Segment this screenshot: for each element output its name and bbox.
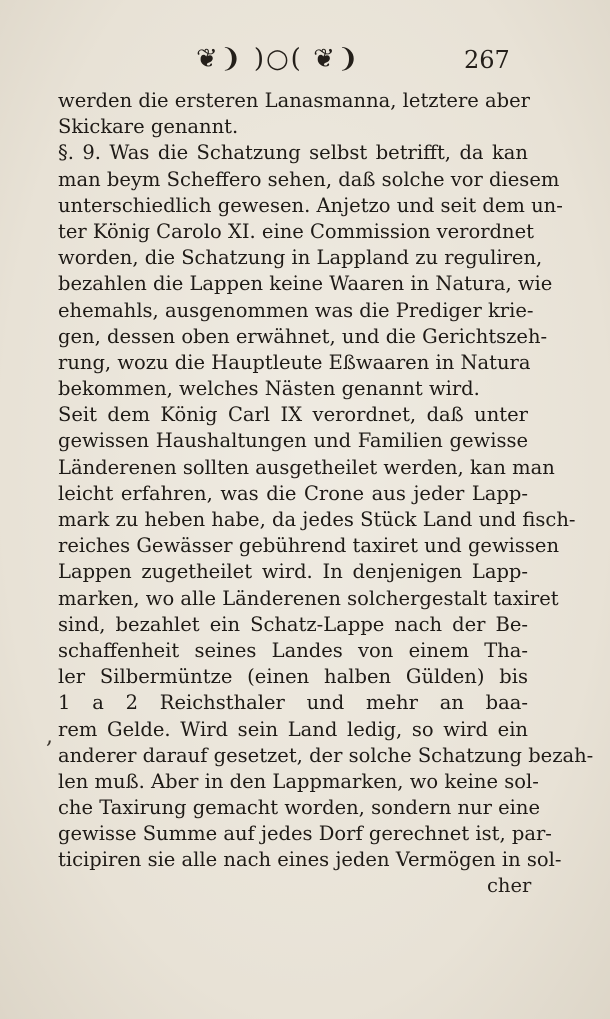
text-line: werden die ersteren Lanasmanna, letztere aber (58, 89, 530, 112)
text-line: sind, bezahlet ein Schatz-Lappe nach der Be- (58, 612, 528, 636)
text-line: Seit dem König Carl IX verordnet, daß unter (58, 403, 528, 427)
text-line: ehemahls, ausgenommen was die Prediger krie- (58, 298, 534, 322)
text-line: marken, wo alle Länderenen solchergestalt taxiret (58, 586, 559, 610)
text-line: che Taxirung gemacht worden, sondern nur eine (58, 796, 540, 820)
text-line: unterschiedlich gewesen. Anjetzo und seit dem un- (58, 193, 563, 217)
text-line: gen, dessen oben erwähnet, und die Gerichtszeh- (58, 324, 548, 348)
body-text (58, 88, 594, 874)
text-line: rung, wozu die Hauptleute Eßwaaren in Natura (58, 350, 531, 374)
text-line: man beym Scheffero sehen, daß solche vor diesem (58, 167, 560, 191)
text-line: Lappen zugetheilet wird. In denjenigen Lapp- (58, 560, 528, 584)
text-line: leicht erfahren, was die Crone aus jeder Lapp- (58, 481, 528, 505)
header-ornament: ❦❩ )○( ❦❩ (196, 44, 361, 74)
text-line: bekommen, welches Nästen genannt wird. (58, 377, 480, 401)
page-header (180, 38, 580, 88)
text-line: reiches Gewässer gebührend taxiret und gewissen (58, 534, 560, 558)
text-line: §. 9. Was die Schatzung selbst betrifft, da kan (58, 141, 528, 165)
text-line: gewisse Summe auf jedes Dorf gerechnet ist, par- (58, 822, 552, 846)
page-number: 267 (464, 46, 510, 74)
text-line: ter König Carolo XI. eine Commission verordnet (58, 219, 534, 243)
text-line: worden, die Schatzung in Lappland zu reguliren, (58, 246, 543, 270)
text-line: mark zu heben habe, da jedes Stück Land und fisch- (58, 508, 576, 531)
text-line: anderer darauf gesetzet, der solche Schatzung bezah- (58, 743, 594, 767)
text-line: ticipiren sie alle nach eines jeden Vermögen in sol- (58, 848, 562, 872)
text-line: gewissen Haushaltungen und Familien gewisse (58, 429, 528, 453)
text-line: bezahlen die Lappen keine Waaren in Natura, wie (58, 272, 553, 296)
text-line: 1 a 2 Reichsthaler und mehr an baa- (58, 691, 528, 715)
text-line: schaffenheit seines Landes von einem Tha- (58, 638, 528, 662)
text-line: rem Gelde. Wird sein Land ledig, so wird ein (58, 717, 528, 741)
catchword: cher (487, 874, 532, 897)
text-line: ler Silbermüntze (einen halben Gülden) bis (58, 665, 528, 689)
text-line: Skickare genannt. (58, 115, 239, 139)
margin-mark: , (46, 724, 53, 749)
text-line: len muß. Aber in den Lappmarken, wo keine sol- (58, 769, 539, 793)
text-line: Länderenen sollten ausgetheilet werden, kan man (58, 455, 555, 479)
